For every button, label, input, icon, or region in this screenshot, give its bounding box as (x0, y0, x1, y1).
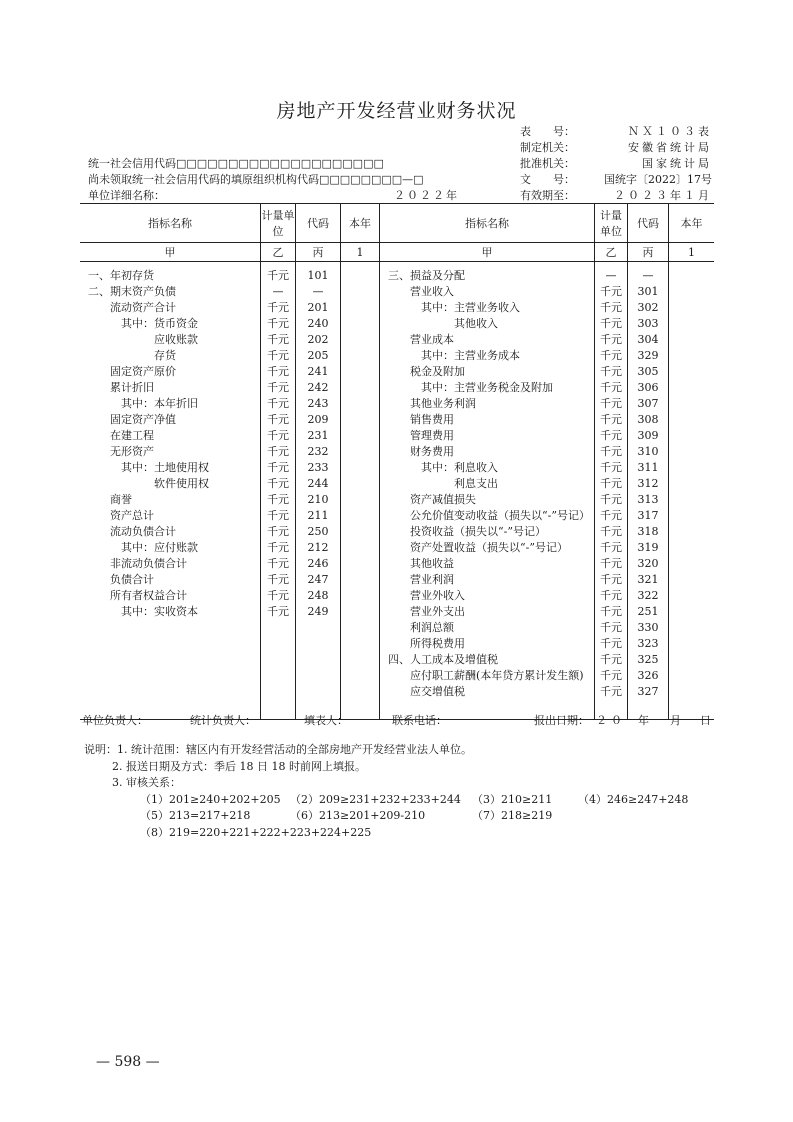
item-unit: 千元 (267, 525, 289, 538)
sub-name-right: 甲 (380, 243, 595, 261)
item-name: 资产减值损失 (410, 493, 476, 506)
header-name: 指标名称 (80, 204, 261, 242)
left-name-column (80, 262, 261, 719)
item-unit: 千元 (600, 317, 622, 330)
item-unit: 千元 (267, 397, 289, 410)
item-code: 241 (307, 365, 329, 378)
sub-name: 甲 (80, 243, 261, 261)
item-code: 240 (307, 317, 329, 330)
footer-month-unit: 月 (670, 714, 681, 727)
item-code: 243 (307, 397, 329, 410)
item-code: 308 (637, 413, 659, 426)
item-code: 249 (307, 605, 329, 618)
item-unit: 千元 (267, 301, 289, 314)
item-unit: — (272, 285, 284, 298)
item-code: 323 (637, 637, 659, 650)
item-name: 公允价值变动收益（损失以“-”号记） (410, 509, 590, 522)
item-name: 管理费用 (410, 429, 454, 442)
item-unit: 千元 (267, 605, 289, 618)
item-name: 所得税费用 (410, 637, 465, 650)
sub-unit: 乙 (261, 243, 296, 261)
item-code: 242 (307, 381, 329, 394)
item-name: 利息支出 (454, 477, 498, 490)
item-code: 212 (307, 541, 329, 554)
unit-name-line (88, 188, 508, 204)
table-header (80, 204, 714, 243)
item-name: 投资收益（损失以“-”号记） (410, 525, 546, 538)
item-unit: 千元 (600, 589, 622, 602)
item-unit: 千元 (600, 525, 622, 538)
item-unit: 千元 (600, 685, 622, 698)
form-meta-right (520, 124, 712, 204)
item-name: 营业外支出 (410, 605, 465, 618)
item-name: 商誉 (110, 493, 132, 506)
item-name: 软件使用权 (154, 477, 209, 490)
item-code: 302 (637, 301, 659, 314)
item-code: 311 (637, 461, 659, 474)
finance-table (80, 203, 714, 720)
item-code: 101 (307, 269, 329, 282)
meta-approver: 批准机关： 国家统计局 (520, 157, 712, 170)
left-unit-column (261, 262, 296, 719)
page-number: — 598 — (96, 1054, 160, 1070)
item-unit: 千元 (267, 461, 289, 474)
item-name: 其他业务利润 (410, 397, 476, 410)
item-name: 流动负债合计 (110, 525, 176, 538)
item-code: 202 (307, 333, 329, 346)
item-unit: 千元 (267, 317, 289, 330)
meta-document-number: 文 号： 国统字〔2022〕17号 (520, 173, 712, 186)
header-year: 本年 (341, 204, 380, 242)
item-name: 应收账款 (154, 333, 198, 346)
item-name: 流动资产合计 (110, 301, 176, 314)
item-name: 其他收入 (454, 317, 498, 330)
item-unit: 千元 (267, 541, 289, 554)
item-code: 303 (637, 317, 659, 330)
footer-phone: 联系电话： (392, 714, 447, 727)
item-code: 318 (637, 525, 659, 538)
item-unit: 千元 (267, 509, 289, 522)
item-name: 所有者权益合计 (110, 589, 187, 602)
footer-filler: 填表人： (304, 714, 348, 727)
item-unit: 千元 (600, 541, 622, 554)
item-unit: 千元 (267, 589, 289, 602)
item-name: 应交增值税 (410, 685, 465, 698)
meta-form-number: 表 号： ＮＸ１０３表 (520, 125, 712, 138)
item-name: 财务费用 (410, 445, 454, 458)
item-name: 固定资产净值 (110, 413, 176, 426)
footer-year-unit: 年 (638, 714, 649, 727)
item-code: 326 (637, 669, 659, 682)
item-unit: 千元 (267, 573, 289, 586)
item-unit: 千元 (600, 493, 622, 506)
table-body (80, 262, 714, 719)
item-code: 301 (637, 285, 659, 298)
item-code: 305 (637, 365, 659, 378)
item-code: 317 (637, 509, 659, 522)
item-code: 329 (637, 349, 659, 362)
item-unit: 千元 (267, 381, 289, 394)
item-name: 四、人工成本及增值税 (388, 653, 498, 666)
item-name: 资产处置收益（损失以“-”号记） (410, 541, 568, 554)
credit-code-line: 统一社会信用代码□□□□□□□□□□□□□□□□□□□□ (88, 157, 384, 170)
item-unit: 千元 (600, 429, 622, 442)
item-code: 251 (637, 605, 659, 618)
header-unit: 计量单位 (261, 204, 296, 242)
item-code: 304 (637, 333, 659, 346)
item-unit: 千元 (267, 429, 289, 442)
item-code: 250 (307, 525, 329, 538)
item-unit: 千元 (600, 397, 622, 410)
item-unit: 千元 (267, 349, 289, 362)
form-meta-left (88, 156, 508, 204)
item-code: 325 (637, 653, 659, 666)
right-code-column (628, 262, 669, 719)
header-code-right: 代码 (628, 204, 669, 242)
item-unit: 千元 (600, 477, 622, 490)
right-unit-column (595, 262, 628, 719)
item-name: 营业外收入 (410, 589, 465, 602)
item-code: 309 (637, 429, 659, 442)
item-name: 在建工程 (110, 429, 154, 442)
item-unit: 千元 (600, 605, 622, 618)
footer-unit-head: 单位负责人： (82, 714, 148, 727)
item-code: 210 (307, 493, 329, 506)
header-unit-right: 计量单位 (595, 204, 628, 242)
item-name: 其中：主营业务成本 (421, 349, 520, 362)
item-unit: 千元 (600, 509, 622, 522)
right-name-column (380, 262, 595, 719)
item-name: 二、期末资产负债 (88, 285, 176, 298)
item-code: 321 (637, 573, 659, 586)
item-name: 固定资产原价 (110, 365, 176, 378)
right-year-column (669, 262, 714, 719)
item-unit: 千元 (267, 557, 289, 570)
item-unit: 千元 (600, 669, 622, 682)
item-name: 营业收入 (410, 285, 454, 298)
item-unit: — (605, 269, 617, 282)
item-code: 320 (637, 557, 659, 570)
item-unit: 千元 (600, 333, 622, 346)
item-name: 营业成本 (410, 333, 454, 346)
item-code: 231 (307, 429, 329, 442)
meta-valid-until: 有效期至： ２０２３年１月 (520, 189, 712, 202)
meta-issuer: 制定机关： 安徽省统计局 (520, 141, 712, 154)
header-code: 代码 (296, 204, 341, 242)
sub-unit-right: 乙 (595, 243, 628, 261)
item-code: 247 (307, 573, 329, 586)
item-unit: 千元 (600, 445, 622, 458)
item-name: 营业利润 (410, 573, 454, 586)
item-name: 利润总额 (410, 621, 454, 634)
item-code: 319 (637, 541, 659, 554)
sub-code-right: 丙 (628, 243, 669, 261)
item-name: 负债合计 (110, 573, 154, 586)
sub-year: 1 (341, 243, 380, 261)
item-unit: 千元 (600, 365, 622, 378)
item-code: — (312, 285, 324, 298)
item-unit: 千元 (600, 285, 622, 298)
unit-name-label: 单位详细名称： (88, 189, 165, 202)
footer-stat-head: 统计负责人： (190, 714, 256, 727)
item-unit: 千元 (600, 381, 622, 394)
item-name: 销售费用 (410, 413, 454, 426)
item-code: 246 (307, 557, 329, 570)
item-name: 其中：利息收入 (421, 461, 498, 474)
left-year-column (341, 262, 380, 719)
footer-date-label: 报出日期： (534, 714, 589, 727)
item-code: 312 (637, 477, 659, 490)
item-name: 三、损益及分配 (388, 269, 465, 282)
item-code: 201 (307, 301, 329, 314)
item-code: 233 (307, 461, 329, 474)
item-unit: 千元 (600, 461, 622, 474)
item-name: 其中：实收资本 (121, 605, 198, 618)
page-title: 房地产开发经营业财务状况 (276, 100, 517, 122)
item-unit: 千元 (267, 477, 289, 490)
item-code: 313 (637, 493, 659, 506)
item-code: 322 (637, 589, 659, 602)
item-name: 无形资产 (110, 445, 154, 458)
table-subheader (80, 243, 714, 262)
item-name: 其中：土地使用权 (121, 461, 209, 474)
item-code: 330 (637, 621, 659, 634)
org-code-line: 尚未领取统一社会信用代码的填原组织机构代码□□□□□□□□—□ (88, 173, 424, 186)
footer-day-unit: 日 (700, 714, 711, 727)
item-unit: 千元 (267, 333, 289, 346)
item-name: 应付职工薪酬(本年贷方累计发生额) (410, 669, 584, 682)
item-name: 其中：主营业务收入 (421, 301, 520, 314)
item-name: 存货 (154, 349, 176, 362)
item-code: 205 (307, 349, 329, 362)
item-unit: 千元 (600, 573, 622, 586)
left-code-column (296, 262, 341, 719)
item-code: — (642, 269, 654, 282)
item-name: 其中：货币资金 (121, 317, 198, 330)
item-unit: 千元 (267, 269, 289, 282)
footer-year-prefix: ２０ (596, 714, 626, 727)
item-name: 累计折旧 (110, 381, 154, 394)
item-name: 其他收益 (410, 557, 454, 570)
item-name: 非流动负债合计 (110, 557, 187, 570)
report-year: ２０２２年 (394, 189, 459, 202)
item-unit: 千元 (267, 365, 289, 378)
item-code: 209 (307, 413, 329, 426)
item-code: 307 (637, 397, 659, 410)
item-name: 其中：应付账款 (121, 541, 198, 554)
item-name: 一、年初存货 (88, 269, 154, 282)
header-name-right: 指标名称 (380, 204, 595, 242)
item-name: 其中：主营业务税金及附加 (421, 381, 553, 394)
item-code: 306 (637, 381, 659, 394)
item-unit: 千元 (267, 493, 289, 506)
item-code: 232 (307, 445, 329, 458)
item-unit: 千元 (600, 301, 622, 314)
item-unit: 千元 (600, 653, 622, 666)
item-name: 其中：本年折旧 (121, 397, 198, 410)
item-unit: 千元 (600, 557, 622, 570)
item-code: 211 (307, 509, 329, 522)
item-code: 327 (637, 685, 659, 698)
item-unit: 千元 (267, 413, 289, 426)
sub-code: 丙 (296, 243, 341, 261)
item-code: 244 (307, 477, 329, 490)
sub-year-right: 1 (688, 245, 695, 259)
item-unit: 千元 (600, 637, 622, 650)
item-unit: 千元 (600, 349, 622, 362)
item-code: 248 (307, 589, 329, 602)
header-year-right: 本年 (680, 217, 703, 230)
item-name: 税金及附加 (410, 365, 465, 378)
item-unit: 千元 (600, 413, 622, 426)
item-code: 310 (637, 445, 659, 458)
item-unit: 千元 (600, 621, 622, 634)
item-name: 资产总计 (110, 509, 154, 522)
item-unit: 千元 (267, 445, 289, 458)
